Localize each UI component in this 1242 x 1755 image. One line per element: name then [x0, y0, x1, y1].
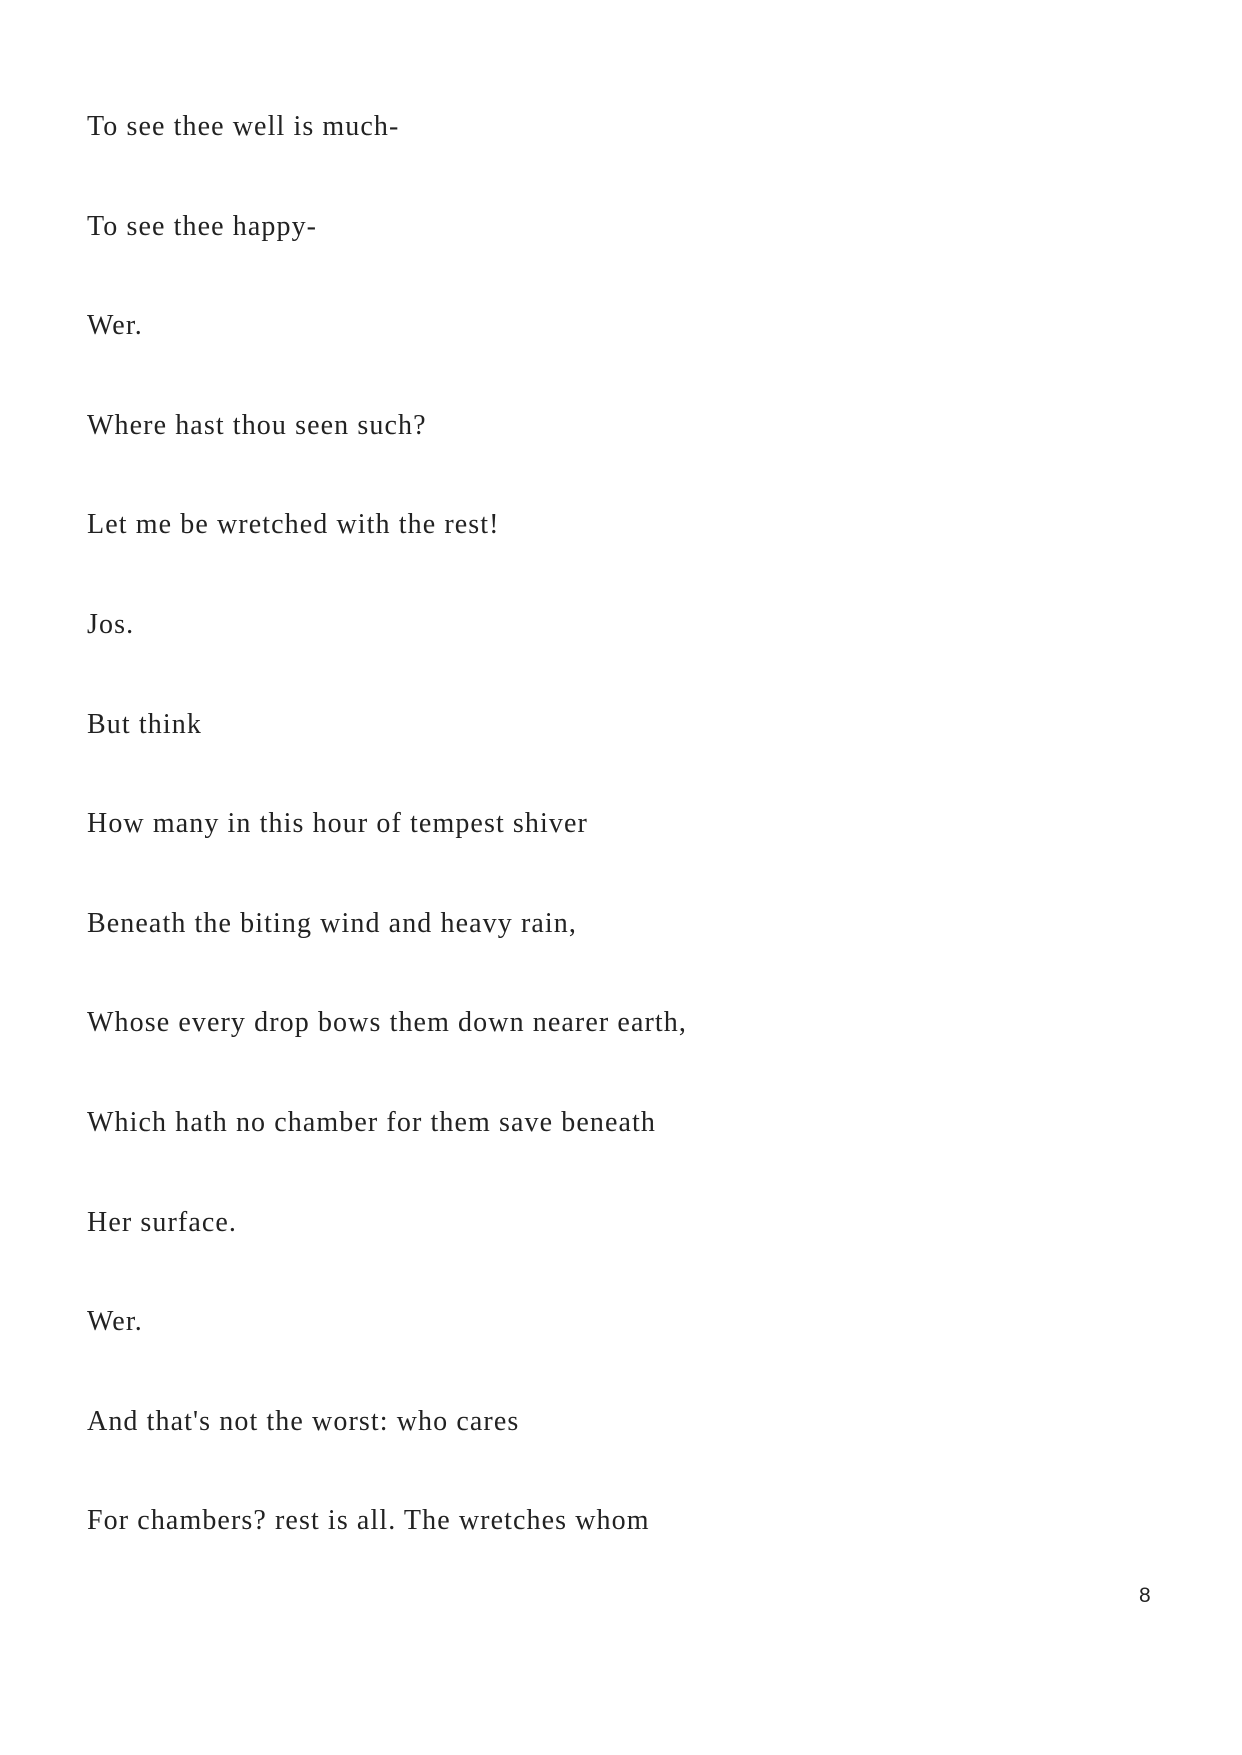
- text-line: But think: [87, 708, 202, 740]
- text-line: Beneath the biting wind and heavy rain,: [87, 907, 577, 939]
- speaker-label: Jos.: [87, 608, 135, 640]
- speaker-label: Wer.: [87, 1306, 143, 1338]
- text-line: For chambers? rest is all. The wretches whom: [87, 1505, 650, 1537]
- text-line: Where hast thou seen such?: [87, 409, 427, 441]
- text-line: Whose every drop bows them down nearer earth,: [87, 1007, 687, 1039]
- text-line: To see thee happy-: [87, 210, 318, 242]
- text-line: And that's not the worst: who cares: [87, 1405, 520, 1437]
- text-line: Her surface.: [87, 1206, 238, 1238]
- text-line: Which hath no chamber for them save beneath: [87, 1106, 656, 1138]
- page-number: 8: [1139, 1584, 1151, 1607]
- text-body: [87, 112, 687, 1606]
- text-line: Let me be wretched with the rest!: [87, 509, 500, 541]
- text-line: How many in this hour of tempest shiver: [87, 808, 588, 840]
- text-line: To see thee well is much-: [87, 111, 400, 142]
- speaker-label: Wer.: [87, 310, 143, 342]
